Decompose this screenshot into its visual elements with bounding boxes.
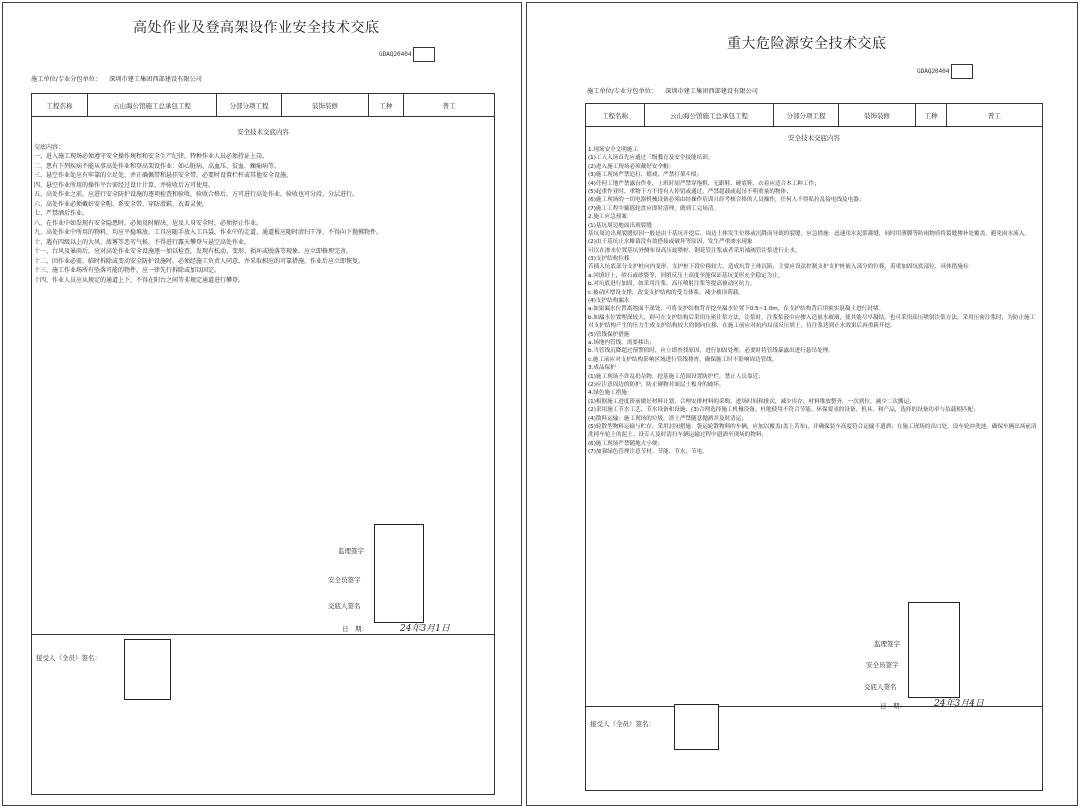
right-receiver-label: 接受人（全员）签名： [590, 720, 655, 728]
left-safety-label: 安全员签字 [328, 576, 361, 584]
left-trade-value: 普工 [442, 101, 456, 110]
left-receiver-box [31, 635, 495, 795]
left-receiver-label: 接受人（全员）签名： [36, 654, 101, 662]
right-body-text: 1.现场安全文明施工 (1)工人入场首先应通过三级教育及安全技能培训； (2)进入施工现场必须戴好安全帽； (3)施工现场严禁追打、嬉戏，严禁打架斗殴； (4)任何工地严禁露台作业，上班时间严禁穿拖鞋、无跟鞋、硬底鞋，衣着应适合本工种工作； (5)起重作业时，重物下方不得有人停留或通过，严禁超载或起吊不明重量的物体； (6)施工现场的一切电器机械设备必须由经操作培训且经考核合格的人员操作，任何人不得私拉乱接电线及电器； (7)施工工程中戴摇轮盘应即时清理，做到工完场清。 2.施工应急预案 (1)基坑周边地面出现裂缝 基坑周边出现裂缝原因一般是由于基坑开挖后，周边土体发生位移或沉降而导致的裂缝。应急措施：迅速用水泥浆灌缝，同时用薄膜等防雨物质将裂缝掺补处覆盖，避免雨水流入。 (2)由于基坑止水帷幕没有效搭接或破坏等原因，发生严重渗水现象 可以在渗水位置基坑外侧布设高压旋喷桩、钢花管注浆或者采用袖阀管注浆进行止水。 (3)支护结构位移 若插入坑底部分支护桩向内变形，支护桩下段位移较大，造成坑背土体沉陷，主要应设法控制支护支护桩嵌入部分的位移，着重加固坑底部位，具体措施有： a.回填好土，砂石或砂袋等，回填反压土高度至能保证基坑变形充全稳定为止。 b.对坑底进行加固，如采用注浆、高压喷射注浆等提高被动区抗力。 c.被动区增设支撑，改变支护结构的受力体系，减少被顶荷载。 (4)支护结构漏水 a.如果漏水位置离地面不深处，可将支护结构背开挖至漏水位置下0.5~1.0m，在支护结构背后用密实混凝土进行封堵。 b.如漏水位置埋深较大，则可在支护结构后采用压密注浆方法，注浆时，注浆浆液中应掺入适量水玻璃，使其能尽早凝结，也可采用高压喷射注浆方法，采用压密注浆时，为防止施工对支护结构产生的压力生成支护结构较大的倒向位移，在施工前应对抗内局部反压填土，待注浆达到止水效果后再重新开挖。 (5)管线保护措施 a.场地内管线，需要移出； b.当管线沉降超过预警值时，应立即查找原因，进行加固处理，必要时将管线暴露出进行悬吊处理。 c.施工前应对支护结构影响区域进行管线排查，确保施工时不影响周边管线。 3.成品保护 (1)施工现场不许乱扔杂物，挖基施工范围设置防护栏，禁止人员靠近； (2)应注意周边的防护，防止硬物对面层土板身的破坏。 4.绿色施工措施： (1)根据施工进度资前做好材料计划，合理安排材料的采购、进场时间和批次，减少库存，材料堆放整齐，一次到位，减少二次搬运； (2)采用施工节水工艺、节水设备和设施；(3)合理选择施工机械设备、杜绝使用不符合节能、环保要求的设备、机具、和产品，选择的设备功率与负载相匹配； (4)散料运输：施工现场的垃圾，渣土严禁随意抛洒并及时清运； (5)轮散型物料运输与贮存，采用封闭措施：袋运轮散物料的车辆，应加以覆盖(盖上苫布)，并确保装车高度符合运输不遗洒；在施工现场的出口处，设车轮冲洗池，确保车辆出场前清洗掉车轮上的泥土；设专人及时清扫车辆运输过程中遗洒至现场的物料； (6)施工现场严禁随地大小便； (7)加强绿色管理注意节材、节能、节水、节电。 [588, 147, 1037, 456]
right-signature-redaction [908, 602, 960, 698]
left-sub-label: 分部分项工程 [217, 94, 282, 116]
left-discloser-label: 交底人签名 [328, 602, 361, 610]
left-unit-label: 施工单位/专业分包单位： [31, 76, 102, 83]
left-signature-redaction [374, 524, 424, 623]
right-code-box [951, 64, 973, 79]
left-document-code [379, 47, 435, 62]
right-trade-value: 普工 [988, 111, 1001, 120]
left-project-value: 云山海公馆施工总承包工程 [88, 94, 217, 116]
right-project-label: 工程名称 [586, 104, 645, 126]
left-form-grid [31, 93, 495, 635]
left-body-text: 交底内容： 一、进入施工现场必须遵守安全操作规程和安全生产纪律，特种作业人员必须持证上岗。 二、患有下列疾病不能从事高处作业和登高架设作业：如心脏病、高血压、贫血、癫痫病等。 三、悬空作业处应有牢靠的立足处，并正确佩带和悬挂安全带，必要时设置栏杆或其他安全设施。 四、悬空作业所用的操作平台需经过设计计算，并验收后方可使用。 五、高处作业之前，应进行安全防护设施的逐项检查和验收，验收合格后，方可进行高处作业，验收也可分段、分层进行。 六、高处作业必须戴好安全帽、系安全带、穿防滑鞋、衣着灵便。 七、严禁酒后作业。 八、在作业中如发现有安全隐患时，必须及时解决，危及人身安全时，必须停止作业。 九、高处作业中所用的物料，均应平稳堆放，工具应随手放入工具袋，作业中的走道、通道板应随时清扫干净，不得向下抛掷物件。 十、遇有四级以上的大风、浓雾等恶劣气候，不得进行露天攀登与悬空高处作业。 十一、台风及暴雨后，应对高处作业安全设施逐一加以检查，发现有松动、变形、损坏或脱落等现象，应立即修理完善。 十二、因作业必需，临时拆除或变动安全防护设施时，必须经施工负责人同意，并采取相应的可靠措施，作业后应立即恢复。 十三、施工作业场所有坠落可能的物件，应一律先行拆除或加以固定。 十四、作业人员应从规定的通道上下，不得在阳台之间等非规定通道进行攀登。 [34, 144, 383, 284]
right-unit-label: 施工单位/专业分包单位： [587, 88, 658, 95]
left-sub-value: 装饰装修 [282, 94, 369, 116]
right-unit-line [587, 86, 758, 95]
left-trade-label: 工种 [369, 94, 404, 116]
right-unit-value: 深圳市建工集团西部建设有限公司 [665, 88, 758, 95]
right-trade-label: 工种 [916, 104, 947, 126]
left-document-page [2, 2, 522, 806]
right-safety-label: 安全员签字 [866, 661, 899, 669]
left-date-label: 日 期： [342, 625, 368, 633]
left-supervisor-label: 监理签字 [338, 547, 364, 555]
right-project-value: 云山海公馆施工总承包工程 [645, 104, 774, 126]
right-receiver-box [585, 707, 1043, 791]
right-date-handwritten: 24年3月4日 [934, 699, 984, 709]
right-discloser-label: 交底人签名 [864, 683, 897, 691]
right-document-page [526, 2, 1078, 806]
left-project-label: 工程名称 [32, 94, 88, 116]
left-content-heading: 安全技术交底内容 [237, 128, 289, 136]
right-supervisor-label: 监理签字 [874, 640, 900, 648]
right-document-title: 重大危险源安全技术交底 [727, 36, 887, 52]
left-code-text: GDAQ20404 [379, 51, 412, 58]
left-date-handwritten: 24年3月1日 [400, 624, 450, 634]
right-header-divider [586, 126, 1042, 127]
right-document-code [917, 64, 973, 79]
right-content-heading: 安全技术交底内容 [788, 134, 840, 142]
right-date-label: 日 期： [880, 702, 906, 710]
right-sub-label: 分部分项工程 [774, 104, 839, 126]
left-receiver-redaction [124, 639, 171, 700]
left-unit-value: 深圳市建工集团西部建设有限公司 [109, 76, 202, 83]
right-code-text: GDAQ20404 [917, 68, 950, 75]
right-form-grid [585, 103, 1043, 710]
right-header-row [586, 104, 1042, 126]
left-header-divider [32, 116, 494, 117]
right-sub-value: 装饰装修 [839, 104, 916, 126]
left-header-row [32, 94, 494, 116]
left-document-title: 高处作业及登高架设作业安全技术交底 [133, 20, 380, 36]
left-unit-line [31, 74, 202, 83]
left-code-box [413, 47, 435, 62]
right-receiver-redaction [674, 704, 719, 750]
